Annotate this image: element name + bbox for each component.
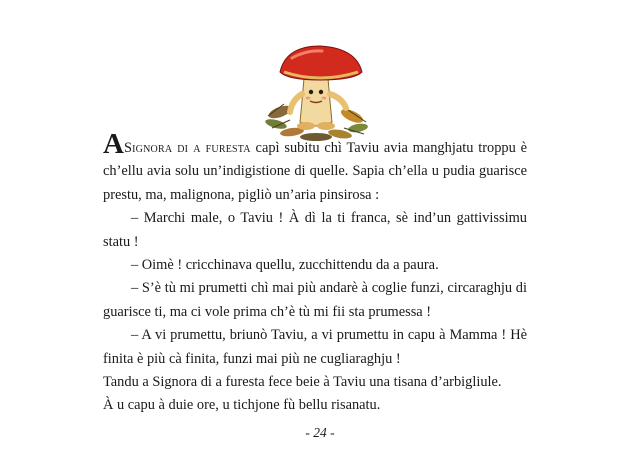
story-text <box>103 128 527 418</box>
mushroom-illustration-graphic <box>262 42 370 142</box>
opening-paragraph <box>103 128 527 207</box>
paragraph: Tandu a Signora di a furesta fece beie à Taviu una tisana d’arbigliule. <box>103 374 502 391</box>
paragraph: – Oimè ! cricchinava quellu, zucchittendu da a paura. <box>131 257 439 274</box>
mushroom-character-illustration <box>262 42 370 142</box>
mushroom-body-icon <box>290 78 346 130</box>
paragraph: – S’è tù mi prumetti chì mai più andarè à coglie funzi, circaraghju di guarisce ti, ma ci vole prima ch’è tù mi fii sta prumessa ! <box>103 280 527 320</box>
page-number: - 24 - <box>305 425 335 440</box>
drop-cap: A <box>103 128 124 160</box>
paragraph: – A vi prumettu, briunò Taviu, a vi prumettu in capu à Mamma ! Hè finita è più cà finita, funzi mai più ne cugliaraghju ! <box>103 327 527 367</box>
paragraph: – Marchi male, o Taviu ! À dì la ti franca, sè ind’un gattivissimu statu ! <box>103 210 527 250</box>
paragraph: À u capu à duie ore, u tichjone fù bellu risanatu. <box>103 397 381 414</box>
opening-smallcaps: Signora di a furesta <box>123 140 251 156</box>
mushroom-cap-icon <box>280 46 362 80</box>
opening-text: capì subitu chì Taviu avia manghjatu troppu è ch’ellu avia solu un’indigistione di quelle. Sapia ch’ella u pudia guarisce prestu, ma, malignona, pigliò un’aria pinsirosa : <box>103 140 527 203</box>
